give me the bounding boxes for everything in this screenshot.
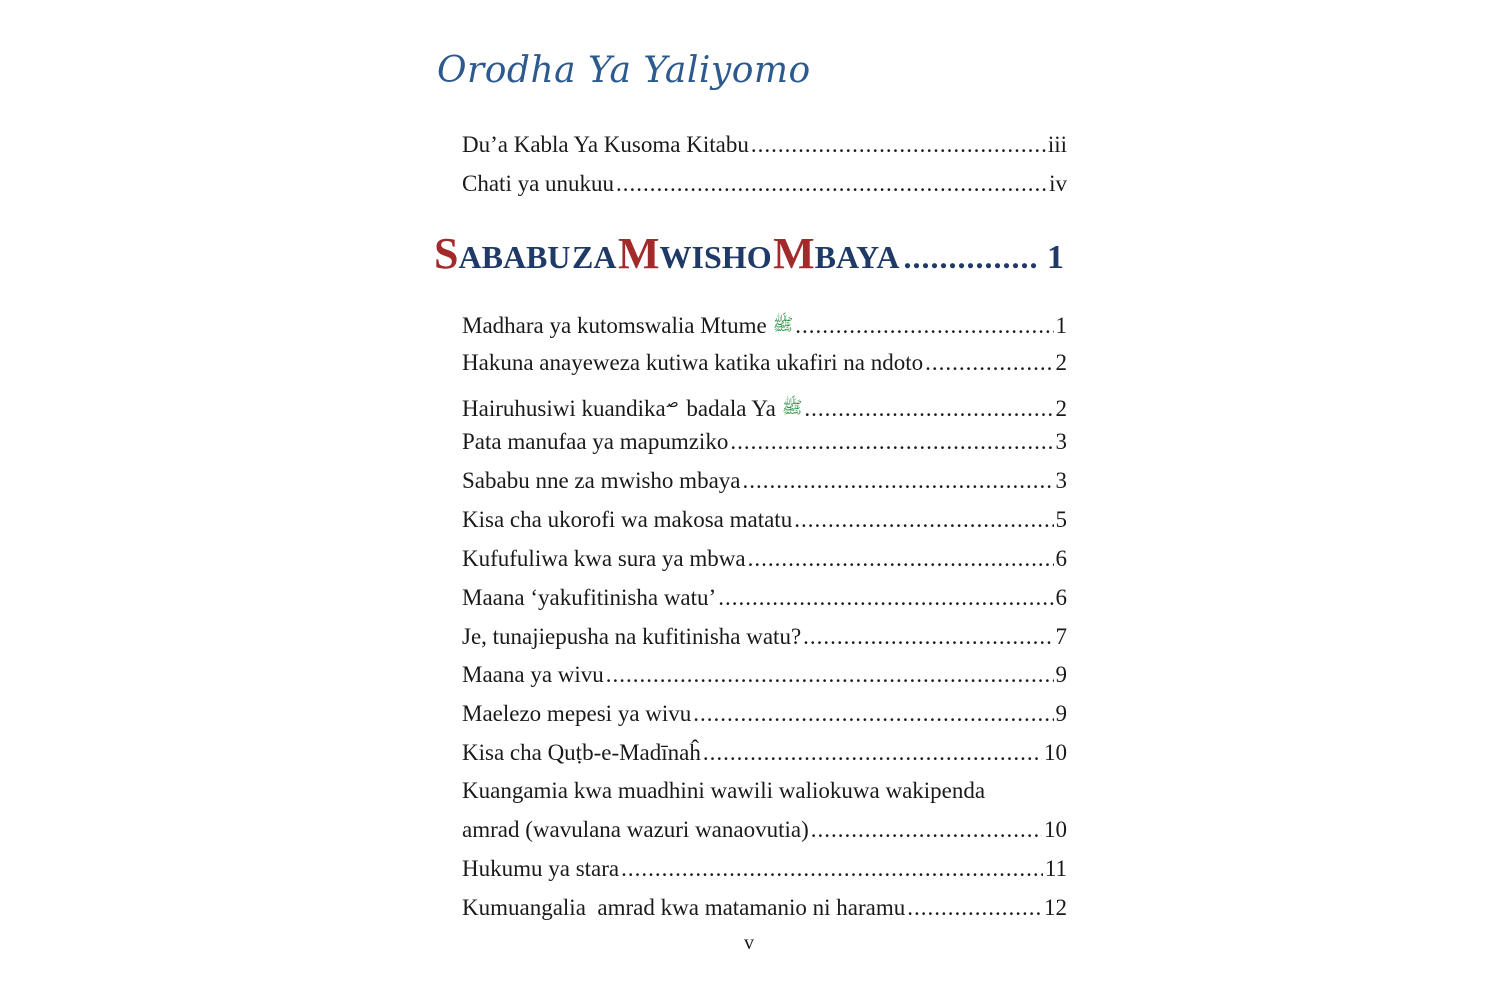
toc-entry-label: Pata manufaa ya mapumziko	[462, 429, 729, 454]
toc-entry[interactable]	[462, 893, 1067, 923]
dot-leader	[742, 466, 1053, 496]
toc-entry[interactable]	[462, 699, 1067, 729]
toc-entry[interactable]	[462, 130, 1067, 160]
toc-entry-page: 1	[1055, 313, 1067, 338]
dot-leader	[803, 622, 1053, 652]
toc-entry-page: 2	[1055, 350, 1067, 375]
dot-leader	[903, 239, 1039, 276]
toc-entry-page: 9	[1055, 701, 1067, 726]
dot-leader	[751, 130, 1046, 160]
section-word: MWISHO	[618, 229, 772, 278]
toc-entry[interactable]	[462, 738, 1067, 768]
toc-entry[interactable]	[462, 348, 1067, 378]
toc-entry-continued[interactable]	[462, 776, 1067, 806]
toc-entry[interactable]	[462, 854, 1067, 884]
section-heading[interactable]	[434, 228, 1064, 279]
toc-entry-page: 10	[1044, 817, 1067, 842]
section-page: 1	[1046, 239, 1064, 276]
toc-entry-label: Je, tunajiepusha na kufitinisha watu?	[462, 624, 802, 649]
dot-leader	[748, 544, 1054, 574]
toc-entry[interactable]	[462, 660, 1067, 690]
toc-entry-label: Hakuna anayeweza kutiwa katika ukafiri na ndoto	[462, 350, 924, 375]
toc-entry-page: 5	[1055, 507, 1067, 532]
toc-entry-label: Kuangamia kwa muadhini wawili waliokuwa wakipenda	[462, 778, 986, 803]
page-title: Orodha Ya Yaliyomo	[437, 50, 811, 91]
toc-entry-page: 3	[1055, 468, 1067, 493]
dot-leader	[925, 348, 1053, 378]
toc-entry-label: Sababu nne za mwisho mbaya	[462, 468, 741, 493]
dot-leader	[718, 583, 1053, 613]
dot-leader	[693, 699, 1053, 729]
dot-leader	[811, 815, 1042, 845]
toc-entry[interactable]	[462, 544, 1067, 574]
toc-entry-page: iv	[1049, 171, 1067, 196]
salawat-icon: ﷺ	[772, 315, 794, 335]
toc-entry[interactable]	[462, 169, 1067, 199]
toc-entry[interactable]	[462, 310, 1067, 341]
page-number: v	[744, 932, 754, 954]
toc-entry-label: Hairuhusiwi kuandika	[462, 396, 666, 421]
toc-entry-label: Maana ‘yakufitinisha watu’	[462, 585, 717, 610]
toc-entry-label: Kufufuliwa kwa sura ya mbwa	[462, 546, 746, 571]
toc-entry-page: 2	[1055, 396, 1067, 421]
dot-leader	[606, 660, 1054, 690]
toc-entry-page: 6	[1055, 546, 1067, 571]
toc-entry-page: 7	[1055, 624, 1067, 649]
toc-entry[interactable]	[462, 815, 1067, 845]
toc-entry-page: 9	[1055, 662, 1067, 687]
toc-entry-label: amrad (wavulana wazuri wanaovutia)	[462, 817, 809, 842]
toc-entry-label: Kisa cha ukorofi wa makosa matatu	[462, 507, 793, 532]
toc-entry-label: Madhara ya kutomswalia Mtume	[462, 313, 767, 338]
dot-leader	[907, 893, 1042, 923]
section-word: SABABU	[434, 229, 571, 278]
toc-entry-page: iii	[1047, 132, 1067, 157]
toc-entry[interactable]	[462, 505, 1067, 535]
dot-leader	[616, 169, 1047, 199]
toc-entry-label: Chati ya unukuu	[462, 171, 615, 196]
toc-entry-page: 6	[1055, 585, 1067, 610]
dot-leader	[621, 854, 1043, 884]
toc-entry-page: 10	[1044, 740, 1067, 765]
dot-leader	[804, 394, 1053, 424]
salawat-icon: ﷺ	[781, 398, 803, 418]
toc-entry-label: Kisa cha Quṭb-e-Madīnaĥ	[462, 740, 701, 765]
dot-leader	[730, 427, 1053, 457]
toc-entry-label: Maana ya wivu	[462, 662, 604, 687]
dot-leader	[795, 311, 1053, 341]
toc-entry-page: 12	[1044, 895, 1067, 920]
toc-entry-page: 11	[1044, 856, 1067, 881]
section-word: ZA	[572, 239, 617, 275]
toc-entry[interactable]	[462, 583, 1067, 613]
toc-entry[interactable]	[462, 622, 1067, 652]
toc-entry-label: Du’a Kabla Ya Kusoma Kitabu	[462, 132, 749, 157]
toc-entry[interactable]	[462, 388, 1067, 424]
toc-entry-label: Kumuangalia amrad kwa matamanio ni haramu	[462, 895, 906, 920]
dot-leader	[703, 738, 1042, 768]
toc-entry-label: badala Ya	[686, 396, 776, 421]
toc-entry-page: 3	[1055, 429, 1067, 454]
toc-entry-label: Maelezo mepesi ya wivu	[462, 701, 692, 726]
toc-entry[interactable]	[462, 466, 1067, 496]
dot-leader	[794, 505, 1053, 535]
toc-entry[interactable]	[462, 427, 1067, 457]
sad-mark-icon: ﺻ	[666, 395, 679, 411]
toc-entry-label: Hukumu ya stara	[462, 856, 620, 881]
section-word: MBAYA	[773, 229, 900, 278]
